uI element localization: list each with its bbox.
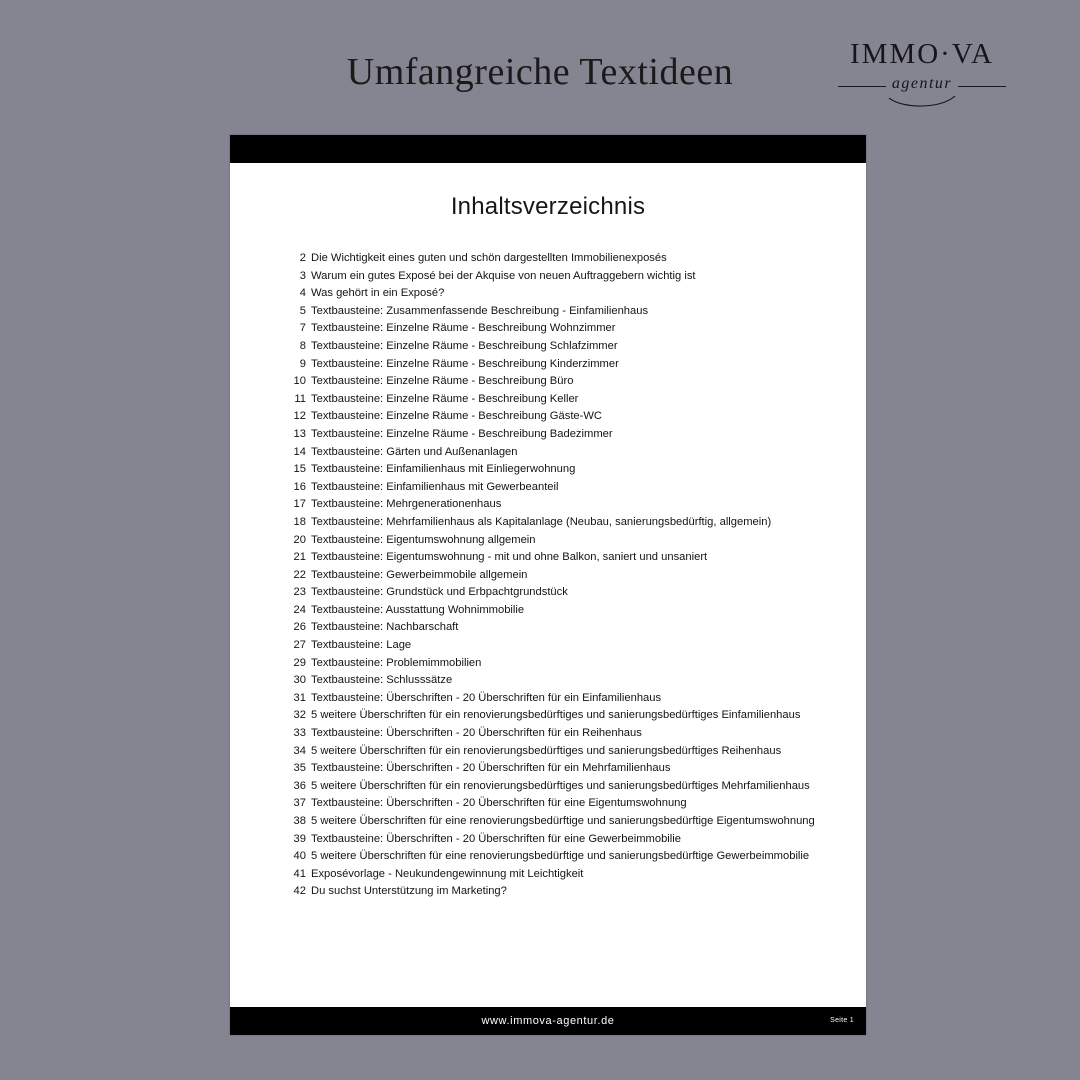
toc-entry-inner bbox=[284, 320, 812, 338]
toc-entry[interactable] bbox=[230, 268, 866, 286]
toc-entry[interactable] bbox=[230, 725, 866, 743]
toc-entry-page: 24 bbox=[293, 603, 306, 616]
toc-entry-page: 23 bbox=[293, 586, 306, 599]
toc-entry-page: 37 bbox=[293, 797, 306, 810]
toc-entry-inner bbox=[284, 549, 812, 567]
toc-entry-inner bbox=[284, 725, 812, 743]
toc-entry-inner bbox=[284, 408, 812, 426]
toc-entry-label: Textbausteine: Nachbarschaft bbox=[311, 621, 459, 634]
toc-entry-inner bbox=[284, 813, 815, 831]
toc-entry[interactable] bbox=[230, 602, 866, 620]
toc-entry[interactable] bbox=[230, 461, 866, 479]
toc-entry-page: 34 bbox=[293, 744, 306, 757]
toc-entry-page: 22 bbox=[293, 568, 306, 581]
toc-entry-inner bbox=[284, 848, 812, 866]
toc-entry-label: Textbausteine: Einfamilienhaus mit Gewerbeanteil bbox=[311, 480, 559, 493]
toc-entry-page: 36 bbox=[293, 779, 306, 792]
toc-entry-page: 35 bbox=[293, 762, 306, 775]
toc-entry-inner bbox=[284, 479, 812, 497]
toc-entry-inner bbox=[284, 268, 812, 286]
toc-entry[interactable] bbox=[230, 373, 866, 391]
toc-entry-label: Textbausteine: Überschriften - 20 Überschriften für ein Reihenhaus bbox=[311, 727, 642, 740]
toc-entry-inner bbox=[284, 690, 812, 708]
toc-entry-label: Textbausteine: Einzelne Räume - Beschreibung Wohnzimmer bbox=[311, 322, 616, 335]
toc-entry[interactable] bbox=[230, 831, 866, 849]
toc-entry-page: 18 bbox=[293, 515, 306, 528]
toc-entry-page: 15 bbox=[293, 463, 306, 476]
toc-entry-inner bbox=[284, 866, 812, 884]
toc-entry-page: 3 bbox=[299, 269, 306, 282]
toc-entry[interactable] bbox=[230, 285, 866, 303]
toc-entry[interactable] bbox=[230, 584, 866, 602]
toc-entry-page: 17 bbox=[293, 498, 306, 511]
toc-entry-inner bbox=[284, 883, 812, 901]
toc-entry-inner bbox=[284, 532, 812, 550]
toc-entry-inner bbox=[284, 567, 812, 585]
toc-entry-label: Textbausteine: Einzelne Räume - Beschreibung Keller bbox=[311, 392, 579, 405]
toc-entry[interactable] bbox=[230, 532, 866, 550]
toc-entry-page: 32 bbox=[293, 709, 306, 722]
brand-name: IMMO·VA bbox=[850, 38, 994, 70]
toc-entry-label: Textbausteine: Ausstattung Wohnimmobilie bbox=[311, 603, 525, 616]
toc-entry-inner bbox=[284, 655, 812, 673]
toc-entry-label: Exposévorlage - Neukundengewinnung mit Leichtigkeit bbox=[311, 867, 584, 880]
toc-entry[interactable] bbox=[230, 514, 866, 532]
toc-entry[interactable] bbox=[230, 549, 866, 567]
toc-entry[interactable] bbox=[230, 338, 866, 356]
toc-entry-label: Textbausteine: Zusammenfassende Beschreibung - Einfamilienhaus bbox=[311, 304, 649, 317]
toc-entry-inner bbox=[284, 461, 812, 479]
toc-entry[interactable] bbox=[230, 619, 866, 637]
toc-entry[interactable] bbox=[230, 707, 866, 725]
toc-entry-page: 13 bbox=[293, 427, 306, 440]
toc-entry-inner bbox=[284, 373, 812, 391]
toc-entry-label: Warum ein gutes Exposé bei der Akquise von neuen Auftraggebern wichtig ist bbox=[311, 269, 696, 282]
document-title: Inhaltsverzeichnis bbox=[450, 193, 646, 220]
toc-entry-page: 10 bbox=[293, 375, 306, 388]
toc-entry[interactable] bbox=[230, 303, 866, 321]
toc-entry-label: Textbausteine: Überschriften - 20 Überschriften für eine Gewerbeimmobilie bbox=[311, 832, 681, 845]
toc-entry-inner bbox=[284, 584, 812, 602]
toc-entry[interactable] bbox=[230, 760, 866, 778]
toc-entry[interactable] bbox=[230, 690, 866, 708]
toc-entry[interactable] bbox=[230, 813, 866, 831]
toc-entry-inner bbox=[284, 831, 812, 849]
toc-entry-inner bbox=[284, 356, 812, 374]
page-title: Umfangreiche Textideen bbox=[346, 51, 734, 93]
toc-entry[interactable] bbox=[230, 320, 866, 338]
toc-entry-label: Textbausteine: Lage bbox=[311, 639, 412, 652]
toc-entry[interactable] bbox=[230, 866, 866, 884]
toc-entry-inner bbox=[284, 426, 812, 444]
document-sheet bbox=[230, 135, 866, 1035]
toc-entry[interactable] bbox=[230, 479, 866, 497]
toc-entry-label: Textbausteine: Einzelne Räume - Beschreibung Büro bbox=[311, 375, 574, 388]
toc-entry-label: Textbausteine: Gewerbeimmobile allgemein bbox=[311, 568, 528, 581]
toc-entry[interactable] bbox=[230, 883, 866, 901]
toc-entry[interactable] bbox=[230, 637, 866, 655]
toc-entry-label: Textbausteine: Überschriften - 20 Überschriften für ein Mehrfamilienhaus bbox=[311, 762, 671, 775]
toc-entry-label: Textbausteine: Einzelne Räume - Beschreibung Schlafzimmer bbox=[311, 339, 618, 352]
toc-entry-inner bbox=[284, 303, 812, 321]
toc-entry-label: Textbausteine: Einzelne Räume - Beschreibung Badezimmer bbox=[311, 427, 613, 440]
toc-entry-label: Die Wichtigkeit eines guten und schön dargestellten Immobilienexposés bbox=[311, 252, 667, 264]
toc-entry-page: 12 bbox=[293, 410, 306, 423]
toc-entry-inner bbox=[284, 743, 812, 761]
toc-entry[interactable] bbox=[230, 567, 866, 585]
brand-rule-group bbox=[832, 75, 1012, 97]
toc-entry-page: 29 bbox=[293, 656, 306, 669]
toc-entry-label: Textbausteine: Eigentumswohnung allgemein bbox=[311, 533, 536, 546]
toc-entry-inner bbox=[284, 250, 812, 268]
toc-entry-label: Textbausteine: Problemimmobilien bbox=[311, 656, 482, 669]
footer-page-number: Seite 1 bbox=[830, 1017, 854, 1024]
toc-entry-page: 27 bbox=[293, 639, 306, 652]
toc-entry-label: Textbausteine: Überschriften - 20 Überschriften für ein Einfamilienhaus bbox=[311, 691, 662, 704]
toc-entry-page: 26 bbox=[293, 621, 306, 634]
toc-entry-label: Textbausteine: Eigentumswohnung - mit und ohne Balkon, saniert und unsaniert bbox=[311, 551, 708, 564]
toc-entry-label: 5 weitere Überschriften für eine renovierungsbedürftige und sanierungsbedürftige Eigentumswohnung bbox=[311, 815, 815, 827]
toc-entry-inner bbox=[284, 619, 812, 637]
toc-entry-inner bbox=[284, 672, 812, 690]
toc-entry[interactable] bbox=[230, 795, 866, 813]
toc-entry-inner bbox=[284, 444, 812, 462]
toc-entry-label: Textbausteine: Schlusssätze bbox=[311, 674, 453, 687]
document-footer-bar bbox=[230, 1007, 866, 1035]
toc-entry-page: 33 bbox=[293, 727, 306, 740]
toc-entry-page: 2 bbox=[299, 252, 306, 264]
toc-entry-label: Textbausteine: Einfamilienhaus mit Einliegerwohnung bbox=[311, 463, 576, 476]
brand-logo bbox=[832, 40, 1012, 97]
table-of-contents bbox=[230, 250, 866, 901]
toc-entry[interactable] bbox=[230, 444, 866, 462]
toc-entry-page: 7 bbox=[299, 322, 306, 335]
toc-entry-label: 5 weitere Überschriften für ein renovierungsbedürftiges und sanierungsbedürftiges Mehrfamilienhaus bbox=[311, 779, 810, 792]
toc-entry-inner bbox=[284, 514, 812, 532]
toc-entry-label: Textbausteine: Mehrfamilienhaus als Kapitalanlage (Neubau, sanierungsbedürftig, allgemein) bbox=[311, 515, 772, 528]
toc-entry-inner bbox=[284, 637, 812, 655]
toc-entry-label: Textbausteine: Einzelne Räume - Beschreibung Gäste-WC bbox=[311, 410, 603, 423]
toc-entry-page: 42 bbox=[293, 885, 306, 898]
toc-entry[interactable] bbox=[230, 408, 866, 426]
toc-entry-label: 5 weitere Überschriften für eine renovierungsbedürftige und sanierungsbedürftige Gewerbeimmobilie bbox=[311, 850, 810, 863]
toc-entry-page: 4 bbox=[299, 287, 306, 300]
toc-entry-label: Was gehört in ein Exposé? bbox=[311, 287, 445, 300]
toc-entry-inner bbox=[284, 285, 812, 303]
toc-entry[interactable] bbox=[230, 778, 866, 796]
toc-entry-label: 5 weitere Überschriften für ein renovierungsbedürftiges und sanierungsbedürftiges Einfamilienhaus bbox=[311, 709, 801, 722]
toc-entry-inner bbox=[284, 496, 812, 514]
toc-entry[interactable] bbox=[230, 655, 866, 673]
toc-entry-page: 14 bbox=[293, 445, 306, 458]
toc-entry-label: Textbausteine: Grundstück und Erbpachtgrundstück bbox=[311, 586, 568, 599]
toc-entry-page: 40 bbox=[293, 850, 306, 863]
toc-entry-inner bbox=[284, 602, 812, 620]
toc-entry-page: 11 bbox=[294, 392, 306, 405]
toc-entry-inner bbox=[284, 760, 812, 778]
toc-entry-label: Textbausteine: Überschriften - 20 Überschriften für eine Eigentumswohnung bbox=[311, 797, 687, 810]
toc-entry-inner bbox=[284, 707, 812, 725]
document-top-bar bbox=[230, 135, 866, 163]
toc-entry-label: Textbausteine: Einzelne Räume - Beschreibung Kinderzimmer bbox=[311, 357, 619, 370]
page-header bbox=[0, 0, 1080, 130]
toc-entry-page: 39 bbox=[293, 832, 306, 845]
toc-entry-label: Textbausteine: Mehrgenerationenhaus bbox=[311, 498, 502, 511]
toc-entry-label: Textbausteine: Gärten und Außenanlagen bbox=[311, 445, 518, 458]
toc-entry-inner bbox=[284, 795, 812, 813]
toc-entry[interactable] bbox=[230, 356, 866, 374]
toc-entry-page: 41 bbox=[293, 867, 306, 880]
toc-entry-inner bbox=[284, 391, 812, 409]
toc-entry-inner bbox=[284, 778, 812, 796]
toc-entry-label: Du suchst Unterstützung im Marketing? bbox=[311, 885, 507, 898]
toc-entry-label: 5 weitere Überschriften für ein renovierungsbedürftiges und sanierungsbedürftiges Reihenhaus bbox=[311, 744, 782, 757]
toc-entry[interactable] bbox=[230, 250, 866, 268]
toc-entry[interactable] bbox=[230, 672, 866, 690]
toc-entry-page: 16 bbox=[293, 480, 306, 493]
toc-entry-page: 8 bbox=[299, 339, 306, 352]
toc-entry[interactable] bbox=[230, 496, 866, 514]
toc-entry-page: 20 bbox=[293, 533, 306, 546]
toc-entry[interactable] bbox=[230, 743, 866, 761]
toc-entry-inner bbox=[284, 338, 812, 356]
toc-entry[interactable] bbox=[230, 391, 866, 409]
brand-tagline: agentur bbox=[891, 75, 953, 92]
toc-entry-page: 9 bbox=[299, 357, 306, 370]
toc-entry[interactable] bbox=[230, 426, 866, 444]
toc-entry-page: 21 bbox=[293, 551, 306, 564]
toc-entry-page: 31 bbox=[293, 691, 306, 704]
footer-website-url[interactable]: www.immova-agentur.de bbox=[481, 1015, 615, 1027]
toc-entry-page: 5 bbox=[299, 304, 306, 317]
toc-entry[interactable] bbox=[230, 848, 866, 866]
toc-entry-page: 38 bbox=[293, 815, 306, 827]
toc-entry-page: 30 bbox=[293, 674, 306, 687]
